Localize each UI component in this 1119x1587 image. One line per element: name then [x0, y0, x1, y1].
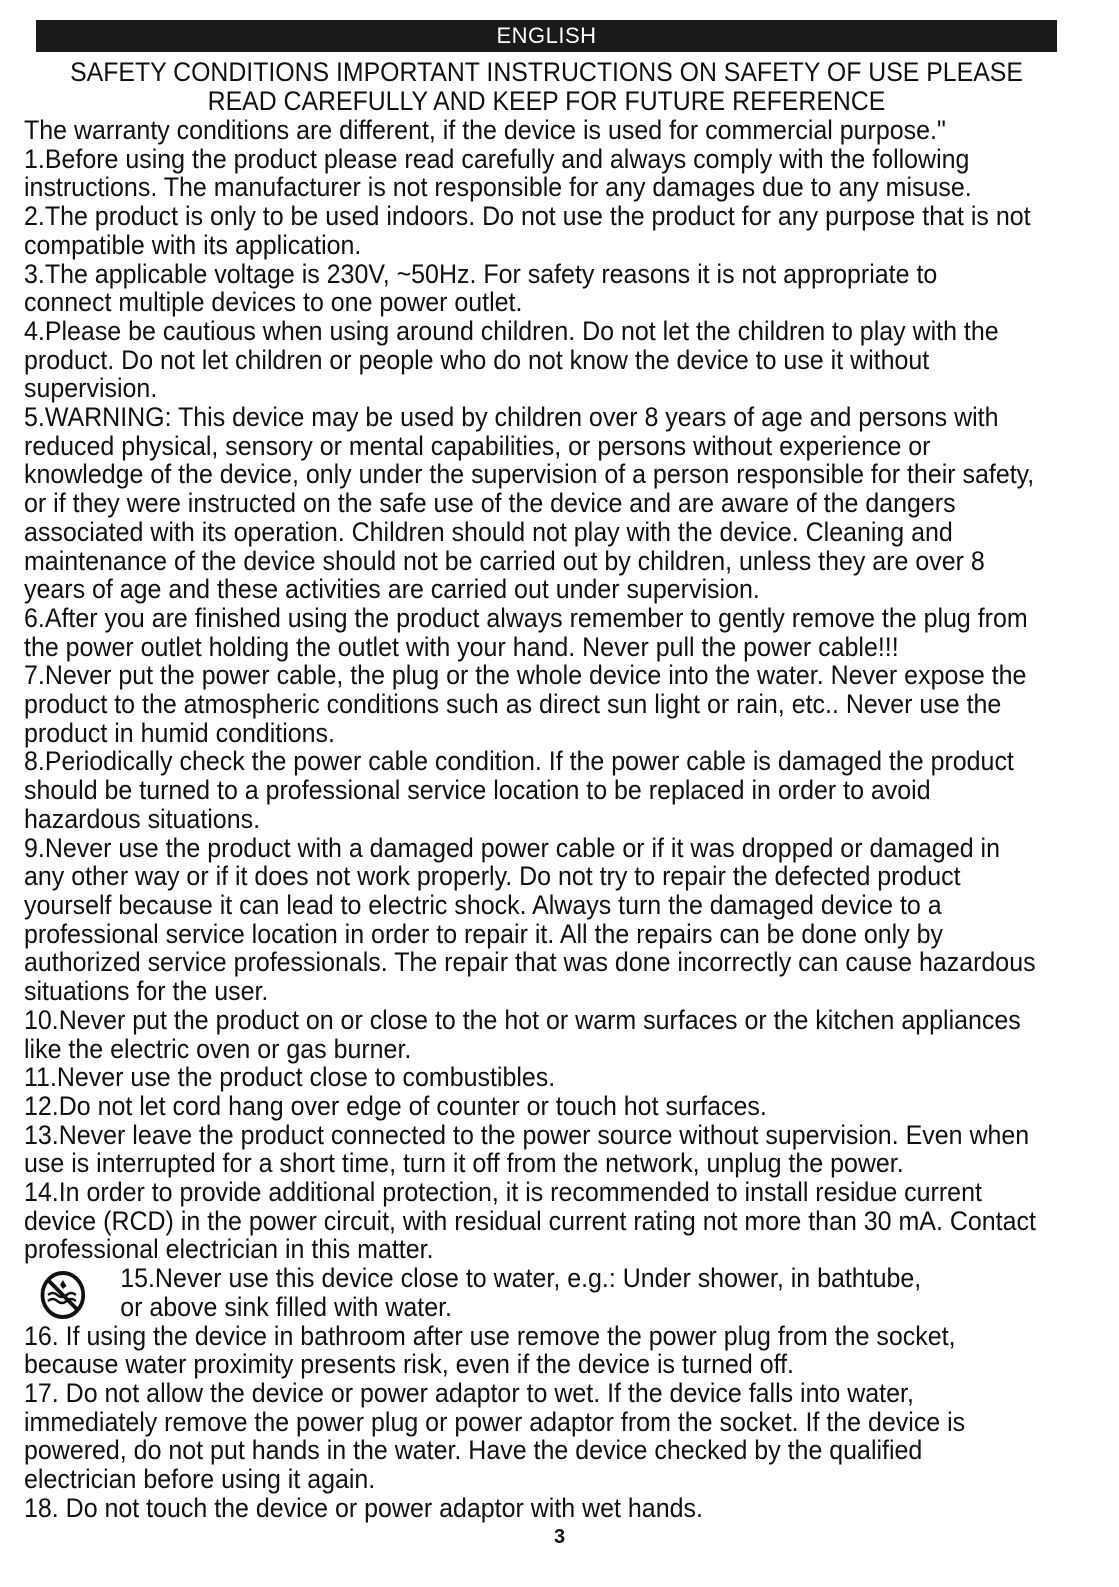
text-line: connect multiple devices to one power outlet. — [24, 287, 523, 318]
page-number: 3 — [553, 1526, 566, 1548]
title-line-2: READ CAREFULLY AND KEEP FOR FUTURE REFERENCE — [207, 86, 886, 116]
item-15-block — [24, 1264, 1060, 1321]
no-water-icon — [37, 1270, 89, 1320]
text-line: hazardous situations. — [24, 803, 261, 834]
text-line: yourself because it can lead to electric shock. Always turn the damaged device to a — [24, 889, 942, 920]
text-line: 6.After you are finished using the product always remember to gently remove the plug from — [24, 602, 1028, 633]
text-line: maintenance of the device should not be carried out by children, unless they are over 8 — [24, 545, 985, 576]
text-line: 1.Before using the product please read carefully and always comply with the following — [24, 143, 970, 174]
text-line: immediately remove the power plug or power adaptor from the socket. If the device is — [24, 1406, 966, 1437]
item-15-line-1: 15.Never use this device close to water, e.g.: Under shower, in bathtube, — [120, 1263, 922, 1294]
text-line: professional electrician in this matter. — [24, 1234, 434, 1265]
text-line: knowledge of the device, only under the supervision of a person responsible for their safety, — [24, 459, 1035, 490]
text-line: should be turned to a professional service location to be replaced in order to avoid — [24, 775, 931, 806]
text-line: 8.Periodically check the power cable condition. If the power cable is damaged the product — [24, 746, 1014, 777]
text-line: use is interrupted for a short time, turn it off from the network, unplug the power. — [24, 1148, 904, 1179]
text-line: professional service location in order to repair it. All the repairs can be done only by — [24, 918, 944, 949]
text-line: powered, do not put hands in the water. Have the device checked by the qualified — [24, 1435, 923, 1466]
text-line: 2.The product is only to be used indoors. Do not use the product for any purpose that is not — [24, 201, 1031, 232]
text-line: product. Do not let children or people who do not know the device to use it without — [24, 344, 930, 375]
text-line: device (RCD) in the power circuit, with residual current rating not more than 30 mA. Contact — [24, 1205, 1036, 1236]
text-line: 5.WARNING: This device may be used by children over 8 years of age and persons with — [24, 402, 999, 433]
item-15-line-2: or above sink filled with water. — [120, 1291, 452, 1322]
text-line: 3.The applicable voltage is 230V, ~50Hz. For safety reasons it is not appropriate to — [24, 258, 938, 289]
text-line: like the electric oven or gas burner. — [24, 1033, 412, 1064]
text-line: the power outlet holding the outlet with your hand. Never pull the power cable!!! — [24, 631, 899, 662]
language-header — [36, 20, 1057, 52]
text-line: 9.Never use the product with a damaged power cable or if it was dropped or damaged in — [24, 832, 1000, 863]
text-line: compatible with its application. — [24, 229, 362, 260]
text-line: supervision. — [24, 373, 158, 404]
safety-title — [66, 58, 1027, 116]
text-line: 16. If using the device in bathroom after use remove the power plug from the socket, — [24, 1320, 956, 1351]
language-label: ENGLISH — [496, 23, 597, 48]
text-line: 14.In order to provide additional protection, it is recommended to install residue current — [24, 1177, 982, 1208]
instructions-body — [24, 116, 1060, 1522]
text-line: 17. Do not allow the device or power adaptor to wet. If the device falls into water, — [24, 1377, 914, 1408]
text-line: 11.Never use the product close to combustibles. — [24, 1062, 556, 1093]
text-line: reduced physical, sensory or mental capabilities, or persons without experience or — [24, 430, 931, 461]
text-line: associated with its operation. Children should not play with the device. Cleaning and — [24, 516, 953, 547]
title-line-1: SAFETY CONDITIONS IMPORTANT INSTRUCTIONS ON SAFETY OF USE PLEASE — [70, 57, 1023, 87]
text-line: any other way or if it does not work properly. Do not try to repair the defected product — [24, 861, 961, 892]
text-line: 18. Do not touch the device or power adaptor with wet hands. — [24, 1492, 703, 1523]
text-line: 13.Never leave the product connected to the power source without supervision. Even when — [24, 1119, 1030, 1150]
text-line: years of age and these activities are carried out under supervision. — [24, 574, 760, 605]
text-line: product to the atmospheric conditions such as direct sun light or rain, etc.. Never use the — [24, 689, 1002, 720]
text-line: instructions. The manufacturer is not responsible for any damages due to any misuse. — [24, 172, 972, 203]
text-line: product in humid conditions. — [24, 717, 335, 748]
text-line: The warranty conditions are different, if the device is used for commercial purpose." — [24, 115, 946, 145]
text-line: 10.Never put the product on or close to the hot or warm surfaces or the kitchen appliances — [24, 1004, 1021, 1035]
text-line: 12.Do not let cord hang over edge of counter or touch hot surfaces. — [24, 1090, 767, 1121]
text-line: electrician before using it again. — [24, 1464, 376, 1495]
text-line: 7.Never put the power cable, the plug or the whole device into the water. Never expose the — [24, 660, 1027, 691]
text-line: authorized service professionals. The repair that was done incorrectly can cause hazardous — [24, 947, 1036, 978]
text-line: or if they were instructed on the safe use of the device and are aware of the dangers — [24, 488, 956, 519]
text-line: situations for the user. — [24, 976, 269, 1007]
text-line: 4.Please be cautious when using around children. Do not let the children to play with the — [24, 315, 999, 346]
text-line: because water proximity presents risk, even if the device is turned off. — [24, 1349, 794, 1380]
